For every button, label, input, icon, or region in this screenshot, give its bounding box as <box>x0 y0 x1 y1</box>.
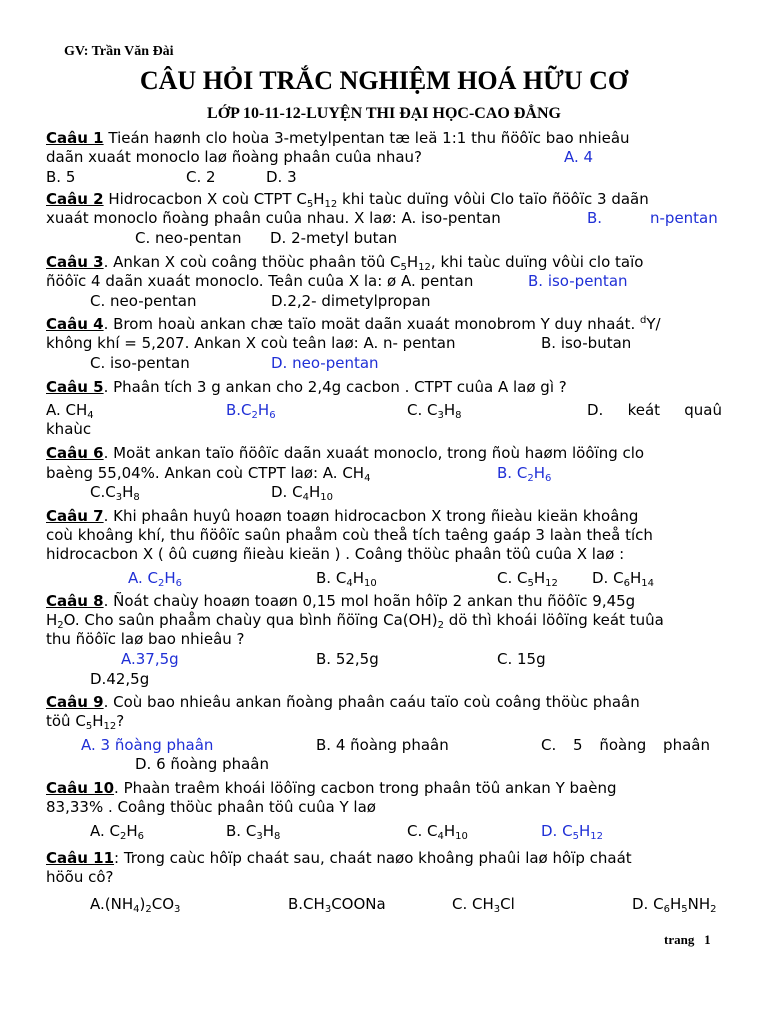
subscript: 6 <box>623 578 630 589</box>
option-text: C.C <box>90 483 116 501</box>
subscript: 4 <box>364 473 371 484</box>
subscript: 12 <box>324 199 338 210</box>
subscript: 5 <box>400 262 407 273</box>
question-text: . Coù bao nhieâu ankan ñoàng phaân caáu taïo coù coâng thöùc phaân <box>103 693 640 711</box>
question-7 <box>46 507 638 526</box>
question-3-line-2 <box>46 272 473 291</box>
question-label: Caâu 8 <box>46 592 104 610</box>
subscript: 2 <box>57 620 64 631</box>
subscript: 8 <box>455 410 462 421</box>
question-text: . Phaàn traêm khoái löôïng cacbon trong phaân töû ankan Y baèng <box>114 779 617 797</box>
question-2: Caâu 2 Hidrocacbon X coù CTPT $C_5H_{12}$ khi taùc duïng vôùi Clo taïo ñöôïc 3 daãn <box>46 190 649 210</box>
subscript: 3 <box>256 831 263 842</box>
option-c: C. $C_5H_{12}$ <box>497 569 558 589</box>
option-text: A. C <box>90 822 121 840</box>
option-c: C. 15g <box>497 650 546 668</box>
subscript: 10 <box>320 492 333 503</box>
question-2-line-2 <box>46 209 501 228</box>
subscript: 12 <box>590 831 603 842</box>
question-text: O. Cho saûn phaåm chaùy qua bình ñöïng Ca(OH) <box>63 611 438 629</box>
subscript: 6 <box>663 904 670 915</box>
subscript: 3 <box>115 492 123 503</box>
option-d: D. 2-metyl butan <box>270 229 398 247</box>
question-text: không khí = 5,207. Ankan X coù teân laø: A. n- pentan <box>46 334 456 352</box>
page-label: trang <box>664 932 695 947</box>
question-text: höõu cô? <box>46 868 114 886</box>
subscript: 12 <box>418 262 431 273</box>
subscript: 5 <box>85 721 93 732</box>
question-label: Caâu 3 <box>46 253 104 271</box>
question-label: Caâu 9 <box>46 693 104 711</box>
option-c: C. iso-pentan <box>90 354 190 372</box>
subscript: 4 <box>302 492 309 503</box>
question-6-line-2 <box>46 464 370 483</box>
question-8-line-2 <box>46 611 664 630</box>
option-d: D. $C_4H_{10}$ <box>271 483 333 503</box>
option-text: D. C <box>592 569 624 587</box>
question-text: Hidrocacbon X coù CTPT C <box>103 190 307 208</box>
question-11 <box>46 849 632 868</box>
subscript: 2 <box>527 473 534 484</box>
subscript: 10 <box>455 831 468 842</box>
question-text: baèng 55,04%. Ankan coù CTPT laø: A. CH <box>46 464 365 482</box>
option-text: B.C <box>226 401 252 419</box>
option-text: D. <box>587 401 604 419</box>
option-c: $C.C_3H_8$ <box>90 483 140 503</box>
answer-option: A. 3 ñoàng phaân <box>81 736 214 754</box>
option-d: D. 3 <box>266 168 297 186</box>
option-text: keát <box>627 401 661 419</box>
subscript: 12 <box>103 721 117 732</box>
question-text: coù khoâng khí, thu ñöôïc saûn phaåm coù theå tích taêng gaáp 3 laàn theå tích <box>46 526 653 544</box>
option-d: D.2,2- dimetylpropan <box>271 292 431 310</box>
subscript: 3 <box>437 410 444 421</box>
question-9 <box>46 693 640 712</box>
option-text: B.CH <box>288 895 325 913</box>
question-1 <box>46 129 630 148</box>
answer-option: B. iso-pentan <box>528 272 628 290</box>
option-text: C. <box>541 736 557 754</box>
option-text: phaân <box>663 736 710 754</box>
option-c <box>541 736 710 755</box>
subscript: 3 <box>174 904 181 915</box>
question-text: 83,33% . Coâng thöùc phaân töû cuûa Y laø <box>46 798 376 816</box>
option-text: A.(NH <box>90 895 134 913</box>
question-text: Tieán haønh clo hoùa 3-metylpentan tæ leä 1:1 thu ñöôïc bao nhieâu <box>103 129 630 147</box>
question-1-line-2 <box>46 148 422 167</box>
question-label: Caâu 2 <box>46 190 104 208</box>
option-b: $B.CH_3COONa$ <box>288 895 386 915</box>
answer-option: A. $C_2H_6$ <box>128 569 183 589</box>
question-4 <box>46 315 661 334</box>
option-text: C. C <box>407 822 438 840</box>
option-text: 5 <box>573 736 583 754</box>
option-text: B. C <box>497 464 528 482</box>
question-10 <box>46 779 616 798</box>
subscript: 8 <box>133 492 140 503</box>
answer-option: B. <box>587 209 603 227</box>
subscript: 6 <box>269 410 276 421</box>
answer-option: D. neo-pentan <box>271 354 379 372</box>
question-text: . Phaân tích 3 g ankan cho 2,4g cacbon . CTPT cuûa A laø gì ? <box>103 378 567 396</box>
option-d: D. $C_6H_{14}$ <box>592 569 654 589</box>
question-text: daãn xuaát monoclo laø ñoàng phaân cuûa nhau? <box>46 148 422 166</box>
question-label: Caâu 5 <box>46 378 104 396</box>
subscript: 4 <box>437 831 444 842</box>
teacher-name: GV: Trần Văn Đài <box>64 44 174 59</box>
option-c: C. $CH_3Cl$ <box>452 895 515 915</box>
option-text: D. C <box>541 822 573 840</box>
subscript: 5 <box>527 578 534 589</box>
question-text: : Trong caùc hôïp chaát sau, chaát naøo khoâng phaûi laø hôïp chaát <box>114 849 632 867</box>
answer-option: A. 4 <box>564 148 594 166</box>
question-3: Caâu 3. Ankan X coù coâng thöùc phaân töû $C_5H_{12}$, khi taùc duïng vôùi clo taïo <box>46 253 644 273</box>
subscript: 2 <box>145 904 152 915</box>
question-text: hidrocacbon X ( ôû cuøng ñieàu kieän ) . Coâng thöùc phaân töû cuûa X laø : <box>46 545 625 563</box>
question-4-line-2 <box>46 334 456 353</box>
answer-option: $B.C_2H_6$ <box>226 401 276 421</box>
question-text: xuaát monoclo ñoàng phaân cuûa nhau. X laø: A. iso-pentan <box>46 209 501 227</box>
question-label: Caâu 6 <box>46 444 104 462</box>
question-10-line-2 <box>46 798 376 817</box>
subscript: 6 <box>175 578 183 589</box>
option-text: quaû <box>684 401 722 419</box>
question-9-line-2: töû $C_5H_{12}$? <box>46 712 125 732</box>
option-d: D. $C_6H_5NH_2$ <box>632 895 717 915</box>
subscript: 2 <box>437 620 444 631</box>
option-a <box>46 401 94 420</box>
question-8 <box>46 592 635 611</box>
subscript: 12 <box>545 578 558 589</box>
option-a: A. $C_2H_6$ <box>90 822 145 842</box>
subscript: 10 <box>363 578 377 589</box>
subscript: 4 <box>346 578 353 589</box>
subscript: 4 <box>133 904 140 915</box>
option-c: C. neo-pentan <box>135 229 242 247</box>
question-5 <box>46 378 567 397</box>
question-text: khi taùc duïng vôùi Clo taïo ñöôïc 3 daãn <box>337 190 649 208</box>
subscript: 2 <box>158 578 165 589</box>
option-b: B. 52,5g <box>316 650 379 668</box>
subscript: 4 <box>87 410 94 421</box>
option-d-continued: khaùc <box>46 420 92 438</box>
option-d: D. 6 ñoàng phaân <box>135 755 269 773</box>
subscript: 3 <box>324 904 332 915</box>
question-label: Caâu 7 <box>46 507 104 525</box>
question-text: , khi taùc duïng vôùi clo taïo <box>430 253 644 271</box>
page-number: 1 <box>704 932 711 947</box>
question-text: dö thì khoái löôïng keát tuûa <box>443 611 664 629</box>
subscript: 14 <box>641 578 654 589</box>
option-d: D.42,5g <box>90 670 150 688</box>
option-b: B. $C_4H_{10}$ <box>316 569 377 589</box>
question-text: H <box>46 611 58 629</box>
subscript: 5 <box>306 199 314 210</box>
question-text: töû C <box>46 712 86 730</box>
question-text: . Moät ankan taïo ñöôïc daãn xuaát monoclo, trong ñoù haøm löôïng clo <box>103 444 645 462</box>
question-text: Y/ <box>646 315 661 333</box>
question-label: Caâu 1 <box>46 129 104 147</box>
page-title: CÂU HỎI TRẮC NGHIỆM HOÁ HỮU CƠ <box>139 66 629 95</box>
question-label: Caâu 11 <box>46 849 115 867</box>
option-text: C. C <box>407 401 438 419</box>
page-subtitle: LỚP 10-11-12-LUYỆN THI ĐẠI HỌC-CAO ĐẲNG <box>207 105 561 122</box>
subscript: 5 <box>572 831 579 842</box>
answer-option: A.37,5g <box>121 650 179 668</box>
subscript: 6 <box>137 831 145 842</box>
question-text: . Khi phaân huyû hoaøn toaøn hidrocacbon X trong ñieàu kieän khoâng <box>103 507 639 525</box>
question-text: ñöôïc 4 daãn xuaát monoclo. Teân cuûa X la: ø A. pentan <box>46 272 474 290</box>
option-b: B. 4 ñoàng phaân <box>316 736 449 754</box>
subscript: 3 <box>493 904 501 915</box>
subscript: 2 <box>120 831 127 842</box>
answer-option: D. $C_5H_{12}$ <box>541 822 603 842</box>
option-text: B. C <box>316 569 347 587</box>
option-text: A. CH <box>46 401 88 419</box>
question-11-line-2 <box>46 868 114 887</box>
option-text: ñoàng <box>599 736 647 754</box>
option-b: B. 5 <box>46 168 76 186</box>
question-text: . Ñoát chaùy hoaøn toaøn 0,15 mol hoãn hôïp 2 ankan thu ñöôïc 9,45g <box>103 592 636 610</box>
option-text: D. C <box>271 483 303 501</box>
option-text: D. C <box>632 895 664 913</box>
option-text: C. C <box>497 569 528 587</box>
option-d <box>587 401 722 420</box>
superscript: d <box>640 315 647 326</box>
question-text: thu ñöôïc laø bao nhieâu ? <box>46 630 245 648</box>
option-c: C. 2 <box>186 168 216 186</box>
option-text: C. CH <box>452 895 494 913</box>
subscript: 6 <box>544 473 552 484</box>
subscript: 8 <box>273 831 281 842</box>
option-c: C. neo-pentan <box>90 292 197 310</box>
subscript: 2 <box>710 904 717 915</box>
option-text: A. C <box>128 569 159 587</box>
option-a: $A.(NH_4)_2CO_3$ <box>90 895 181 915</box>
question-7-line-2 <box>46 526 653 545</box>
subscript: 2 <box>251 410 258 421</box>
answer-option: B. $C_2H_6$ <box>497 464 552 484</box>
question-6 <box>46 444 644 463</box>
question-text: . Ankan X coù coâng thöùc phaân töû C <box>103 253 401 271</box>
question-7-line-3 <box>46 545 624 564</box>
question-label: Caâu 10 <box>46 779 115 797</box>
option-c: C. $C_3H_8$ <box>407 401 462 421</box>
question-text: . Brom hoaù ankan chæ taïo moät daãn xuaát monobrom Y duy nhaát. <box>103 315 641 333</box>
option-b: B. $C_3H_8$ <box>226 822 281 842</box>
question-label: Caâu 4 <box>46 315 104 333</box>
option-c: C. $C_4H_{10}$ <box>407 822 468 842</box>
question-8-line-3 <box>46 630 245 649</box>
subscript: 5 <box>681 904 688 915</box>
option-b: B. iso-butan <box>541 334 632 352</box>
option-text: B. C <box>226 822 257 840</box>
page-footer <box>664 932 711 948</box>
answer-value: n-pentan <box>650 209 718 227</box>
